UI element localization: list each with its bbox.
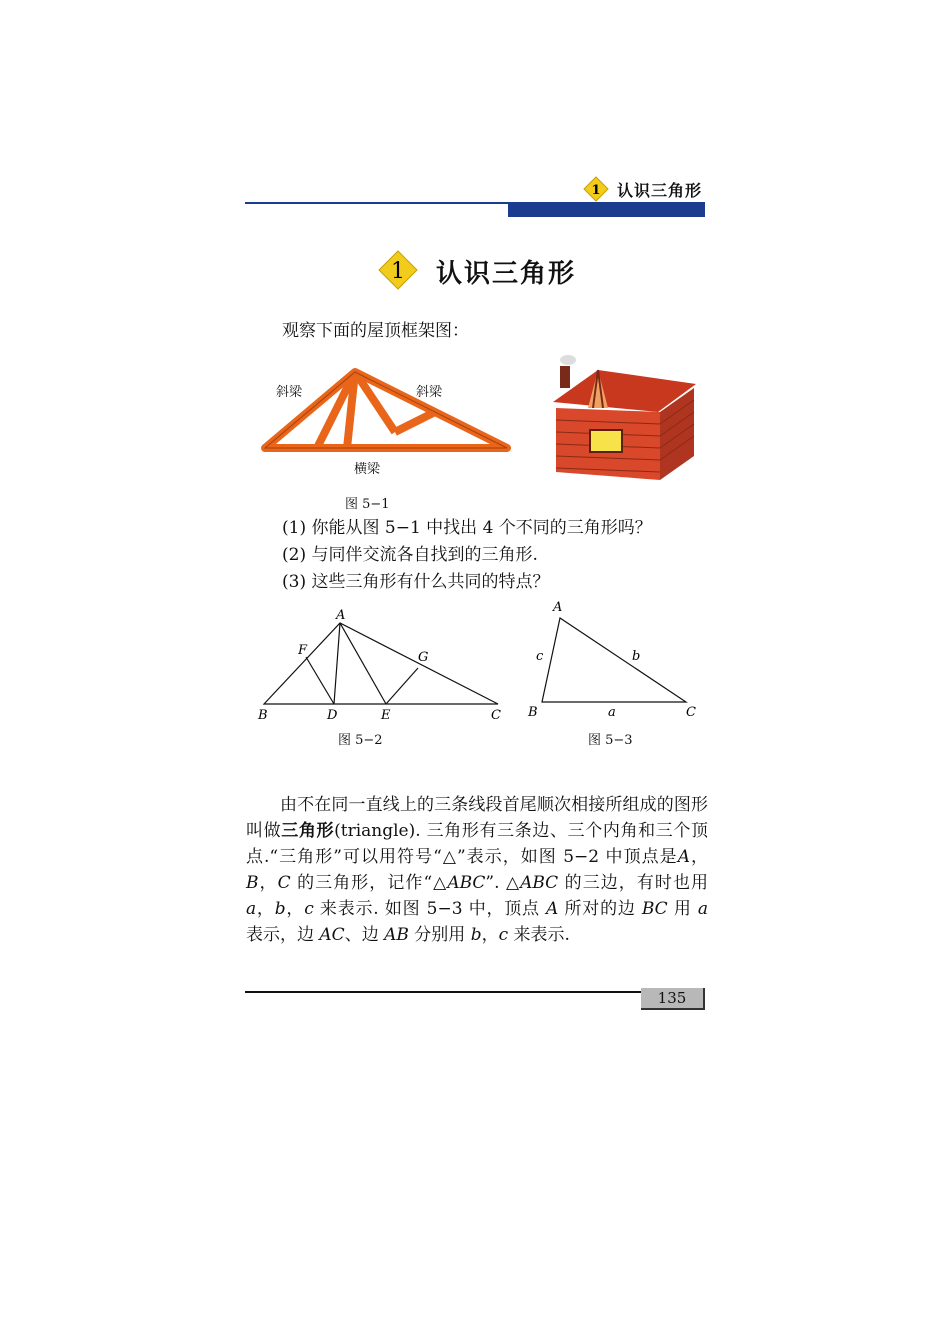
def-text-3: 的三角形，记作“△ xyxy=(290,873,448,893)
figure-5-3-diagram xyxy=(522,598,702,723)
def-sep: ， xyxy=(256,899,275,919)
question-3: (3) 这些三角形有什么共同的特点？ xyxy=(282,572,550,592)
header-title: 认识三角形 xyxy=(617,181,703,200)
def-side: a xyxy=(246,899,257,919)
definition-term-en: (triangle) xyxy=(334,821,416,841)
header-number-badge-icon xyxy=(583,176,609,202)
def-side-name: AC xyxy=(319,925,345,945)
def-sep: ， xyxy=(689,847,708,867)
def-side: c xyxy=(304,899,314,919)
def-triangle-name: ABC xyxy=(520,873,559,893)
header-bar xyxy=(508,203,705,217)
side-label-a: a xyxy=(608,705,616,720)
side-label-c: c xyxy=(536,649,544,664)
vertex-label-C: C xyxy=(686,705,696,720)
def-side: c xyxy=(498,925,509,945)
def-vertex: A xyxy=(546,899,559,919)
def-text-10: 、边 xyxy=(344,925,385,945)
def-side: b xyxy=(274,899,286,919)
def-side: a xyxy=(697,899,708,919)
point-label-D: D xyxy=(327,708,338,723)
point-label-C: C xyxy=(491,708,501,723)
def-sep: ， xyxy=(481,925,499,945)
vertex-label-B: B xyxy=(528,705,538,720)
truss-label-right: 斜梁 xyxy=(416,385,443,400)
truss-label-bottom: 横梁 xyxy=(354,462,381,477)
roof-truss-illustration xyxy=(255,360,515,480)
point-label-A: A xyxy=(336,608,346,623)
intro-text: 观察下面的屋顶框架图： xyxy=(282,321,469,341)
truss-label-left: 斜梁 xyxy=(276,385,303,400)
figure-5-1-caption: 图 5−1 xyxy=(345,497,390,512)
def-triangle-name: ABC xyxy=(447,873,486,893)
def-text-7: 所对的边 xyxy=(558,899,642,919)
section-badge-number: 1 xyxy=(391,259,405,284)
footer-rule xyxy=(245,991,645,993)
def-vertex: C xyxy=(277,873,291,893)
definition-paragraph xyxy=(246,792,708,948)
section-title: 认识三角形 xyxy=(436,259,577,289)
def-text-8: 用 xyxy=(667,899,698,919)
questions-list xyxy=(282,515,652,596)
side-label-b: b xyxy=(632,649,641,664)
question-1: (1) 你能从图 5−1 中找出 4 个不同的三角形吗？ xyxy=(282,518,652,538)
point-label-E: E xyxy=(381,708,391,723)
point-label-G: G xyxy=(418,650,429,665)
def-text-9: 表示，边 xyxy=(246,925,320,945)
def-text-5: 的三边，有时也用 xyxy=(558,873,709,893)
def-vertex: B xyxy=(246,873,259,893)
def-text-6: 来表示. 如图 5−3 中，顶点 xyxy=(313,899,547,919)
def-text-1: 由不在同一直线上的三条线段首尾顺次相接所组成的图形叫做 xyxy=(246,795,708,841)
def-side: b xyxy=(470,925,482,945)
figure-5-3-caption: 图 5−3 xyxy=(588,733,633,748)
def-sep: ， xyxy=(258,873,278,893)
log-house-illustration xyxy=(548,352,708,492)
def-text-2: . 三角形有三条边、三个内角和三个顶点.“三角形”可以用符号“△”表示，如图 5−2 中顶点是 xyxy=(246,821,709,867)
figure-5-2-diagram xyxy=(250,605,510,725)
def-text-11: 分别用 xyxy=(408,925,471,945)
def-text-12: 来表示. xyxy=(508,925,570,945)
point-label-B: B xyxy=(258,708,268,723)
section-number-badge-icon xyxy=(378,250,418,290)
page-number: 135 xyxy=(641,988,705,1010)
figure-5-2-caption: 图 5−2 xyxy=(338,733,383,748)
definition-term: 三角形 xyxy=(281,821,335,841)
question-2: (2) 与同伴交流各自找到的三角形. xyxy=(282,545,538,565)
def-side-name: AB xyxy=(384,925,409,945)
def-side-name: BC xyxy=(641,899,668,919)
vertex-label-A: A xyxy=(553,600,563,615)
def-text-4: ”. △ xyxy=(485,873,521,893)
header-badge-number: 1 xyxy=(591,183,601,198)
def-sep: ， xyxy=(285,899,305,919)
def-vertex: A xyxy=(677,847,690,867)
point-label-F: F xyxy=(298,643,308,658)
